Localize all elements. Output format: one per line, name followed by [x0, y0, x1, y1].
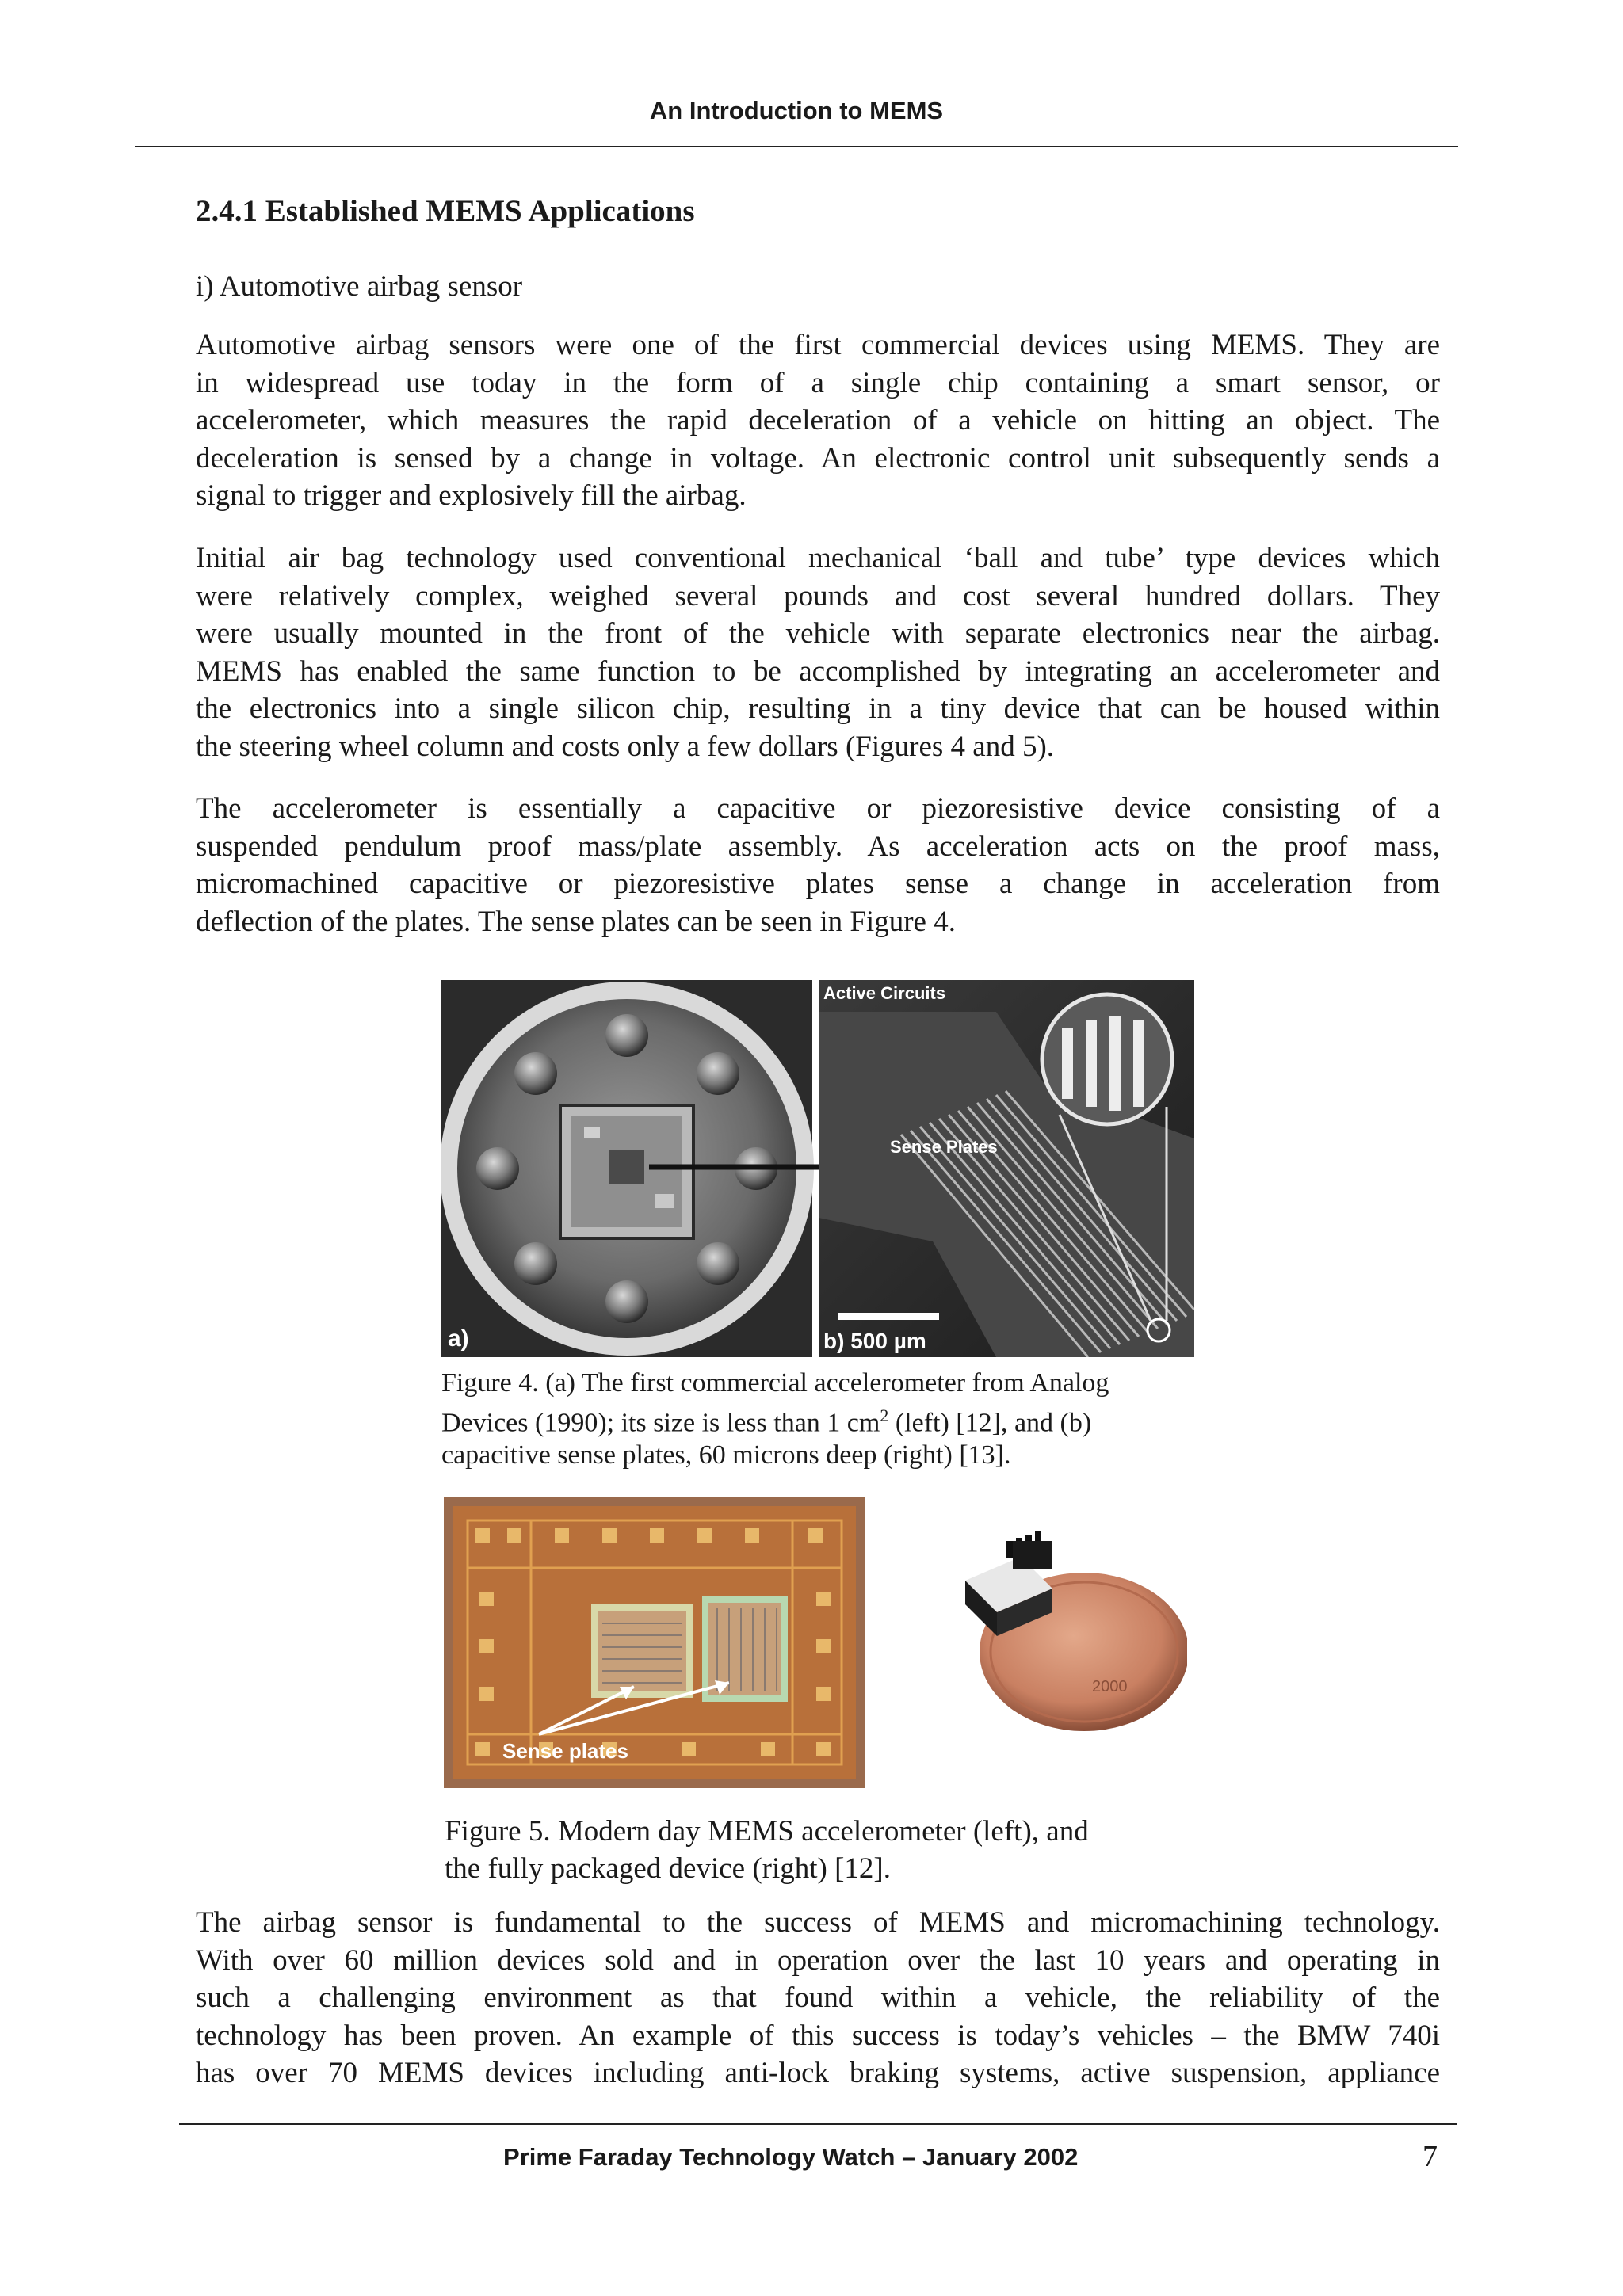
text-line: With over 60 million devices sold and in operation over the last 10 years and operating in: [196, 1943, 1440, 1977]
coin-year: 2000: [1092, 1678, 1128, 1695]
text-line: technology has been proven. An example of this success is today’s vehicles – the BMW 740i: [196, 2019, 1440, 2052]
caption-line: Figure 4. (a) The first commercial accelerometer from Analog: [441, 1368, 1109, 1398]
subheading: i) Automotive airbag sensor: [196, 270, 523, 303]
paragraph-3: [196, 790, 1440, 940]
text-line: signal to trigger and explosively fill the airbag.: [196, 479, 747, 512]
superscript: 2: [880, 1405, 889, 1425]
text-line: has over 70 MEMS devices including anti-lock braking systems, active suspension, appliance: [196, 2057, 1440, 2089]
footer-text: Prime Faraday Technology Watch – January 2002: [503, 2143, 1079, 2171]
panel-b: [819, 980, 1194, 1357]
text-line: Initial air bag technology used conventional mechanical ‘ball and tube’ type devices which: [196, 542, 1440, 574]
text-line: accelerometer, which measures the rapid deceleration of a vehicle on hitting an object. The: [196, 404, 1440, 437]
paragraph-4: [196, 1904, 1440, 2092]
figure-4: [441, 980, 1194, 1357]
paragraph-1: [196, 326, 1440, 515]
sense-plates-label: Sense plates: [502, 1739, 628, 1763]
zoom-inset: [1042, 994, 1172, 1124]
text-line: were usually mounted in the front of the vehicle with separate electronics near the airbag.: [196, 617, 1440, 650]
die-chip: [560, 1105, 693, 1238]
text-line: The accelerometer is essentially a capacitive or piezoresistive device consisting of a: [196, 792, 1440, 825]
header-rule: [135, 146, 1458, 147]
caption-text: Devices (1990); its size is less than 1 cm: [441, 1408, 880, 1438]
sense-plates-label: Sense Plates: [890, 1137, 998, 1157]
footer-rule: [179, 2123, 1457, 2125]
figure-5-package: [934, 1509, 1187, 1739]
running-header: An Introduction to MEMS: [649, 97, 944, 124]
paragraph-2: [196, 540, 1440, 765]
page-number: 7: [1423, 2140, 1438, 2173]
text-line: the steering wheel column and costs only a few dollars (Figures 4 and 5).: [196, 730, 1055, 763]
caption-line: the fully packaged device (right) [12].: [445, 1852, 891, 1885]
text-line: such a challenging environment as that found within a vehicle, the reliability of the: [196, 1981, 1440, 2014]
figure-5-die: [444, 1497, 865, 1788]
figure-4-caption: [441, 1367, 1202, 1471]
text-line: suspended pendulum proof mass/plate assembly. As acceleration acts on the proof mass,: [196, 830, 1440, 863]
text-line: in widespread use today in the form of a single chip containing a smart sensor, or: [196, 366, 1440, 399]
text-line: the electronics into a single silicon chip, resulting in a tiny device that can be housed within: [196, 692, 1440, 725]
text-line: deflection of the plates. The sense plates can be seen in Figure 4.: [196, 905, 956, 938]
figure-4-photo: [441, 980, 1194, 1357]
caption-line: Figure 5. Modern day MEMS accelerometer (left), and: [445, 1815, 1089, 1848]
figure-5-caption: [445, 1813, 1205, 1887]
section-title: 2.4.1 Established MEMS Applications: [196, 194, 695, 228]
scale-bar-label: b) 500 µm: [823, 1329, 926, 1353]
text-line: were relatively complex, weighed several pounds and cost several hundred dollars. They: [196, 579, 1440, 612]
text-line: The airbag sensor is fundamental to the success of MEMS and micromachining technology.: [196, 1906, 1440, 1939]
sense-cell-left: [594, 1608, 689, 1695]
panel-a-label: a): [448, 1325, 469, 1352]
caption-line: capacitive sense plates, 60 microns deep (right) [13].: [441, 1440, 1011, 1470]
text-line: Automotive airbag sensors were one of the first commercial devices using MEMS. They are: [196, 329, 1440, 361]
text-line: micromachined capacitive or piezoresistive plates sense a change in acceleration from: [196, 868, 1440, 900]
text-line: deceleration is sensed by a change in voltage. An electronic control unit subsequently sends a: [196, 441, 1440, 475]
caption-line: [441, 1399, 1202, 1439]
active-circuits-label: Active Circuits: [823, 983, 946, 1003]
text-line: MEMS has enabled the same function to be accomplished by integrating an accelerometer and: [196, 654, 1440, 688]
caption-text: (left) [12], and (b): [888, 1408, 1092, 1438]
